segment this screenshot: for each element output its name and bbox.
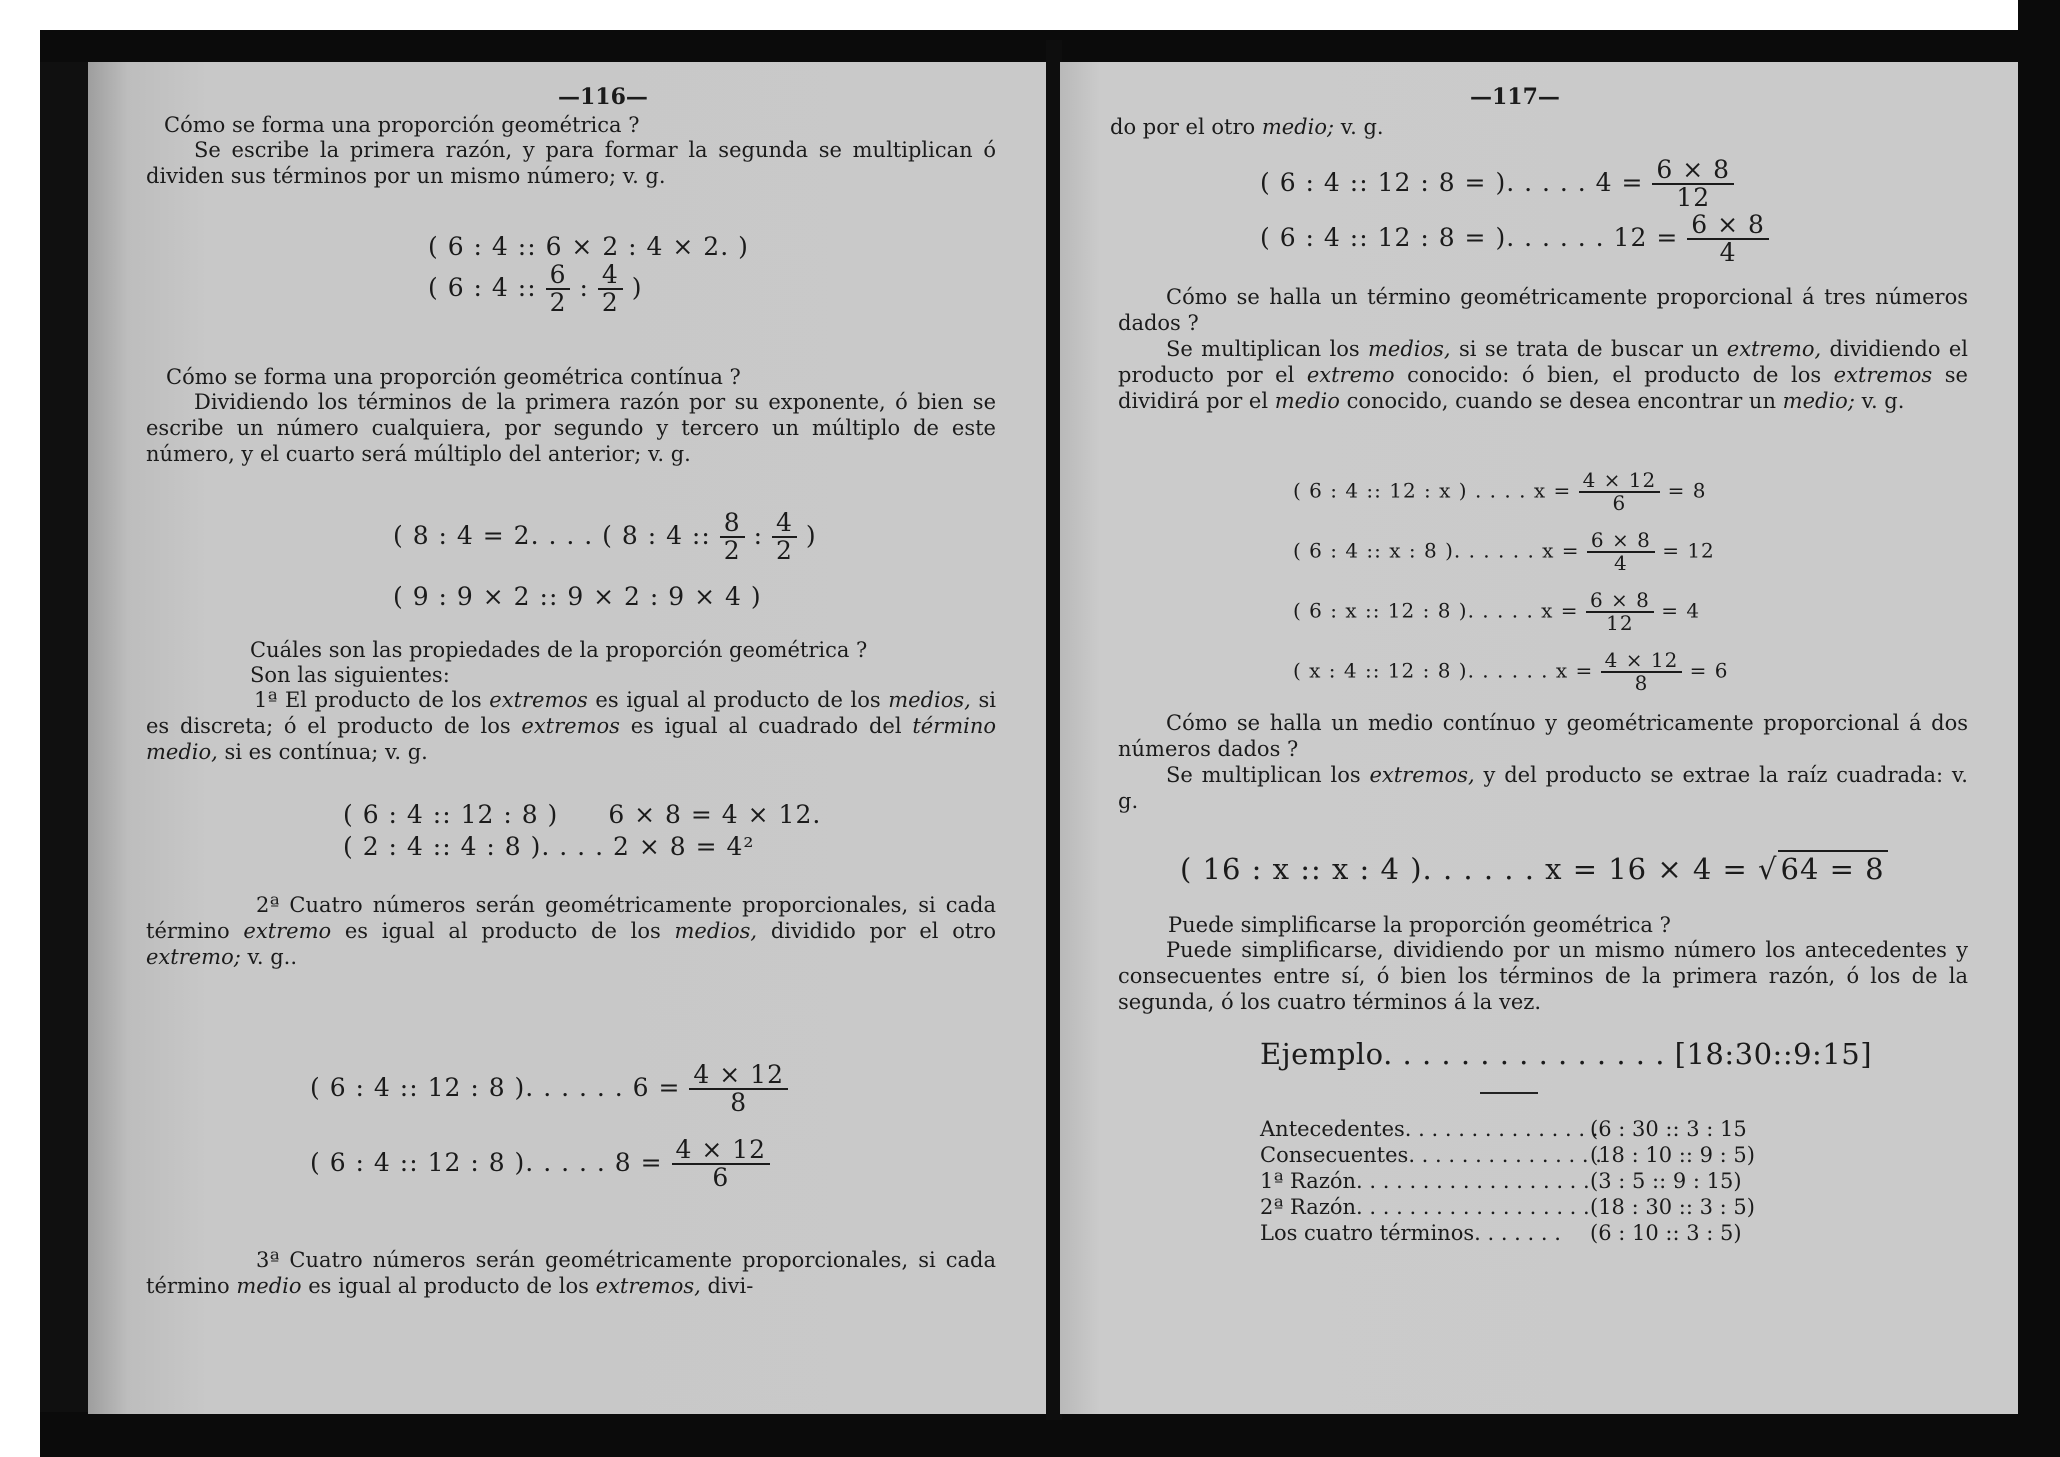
table-row: Consecuentes. . . . . . . . . . . . . . . (18 : 10 :: 9 : 5) (1260, 1143, 1755, 1167)
table-row: 1ª Razón. . . . . . . . . . . . . . . . . . (3 : 5 :: 9 : 15) (1260, 1169, 1742, 1193)
property-2: 2ª Cuatro números serán geométricamente proporcionales, si cada término extremo es igual al producto de los medios, dividido por el otro extremo; v. g.. (146, 893, 996, 969)
answer-4: Se multiplican los medios, si se trata de buscar un extremo, dividiendo el producto por el extremo conocido: ó bien, el producto de los extremos se dividirá por el medio conocido, cuando se desea encontrar un medio; v. g. (1118, 337, 1968, 413)
example-2-line-2: ( 9 : 9 × 2 :: 9 × 2 : 9 × 4 ) (393, 582, 762, 611)
left-page (88, 62, 1046, 1414)
scan-border-left (40, 62, 88, 1422)
example-3-line-2: ( 2 : 4 :: 4 : 8 ). . . . 2 × 8 = 4² (343, 832, 755, 861)
example-label: Ejemplo. . . . . . . . . . . . . . . [18:30::9:15] (1260, 1037, 1873, 1071)
question-4: Cómo se halla un término geométricamente proporcional á tres números dados ? (1118, 285, 1968, 335)
answer-6: Puede simplificarse, dividiendo por un mismo número los antecedentes y consecuentes entre sí, ó bien los términos de la primera razón, ó los de la segunda, ó los cuatro términos á la vez. (1118, 938, 1968, 1014)
property-3: 3ª Cuatro números serán geométricamente proporcionales, si cada término medio es igual al producto de los extremos, divi- (146, 1248, 996, 1298)
answer-2: Dividiendo los términos de la primera razón por su exponente, ó bien se escribe un número cualquiera, por segundo y tercero un múltiplo de este número, y el cuarto será múltiplo del anterior; v. g. (146, 390, 996, 466)
property-1: 1ª El producto de los extremos es igual al producto de los medios, si es discreta; ó el producto de los extremos es igual al cuadrado del término medio, si es contínua; v. g. (146, 688, 997, 764)
example-5-line-2: ( 6 : 4 :: 12 : 8 = ). . . . . . 12 = $\frac{6 \times 8}{4}$ (1260, 212, 1769, 267)
example-6-row-3: ( 6 : x :: 12 : 8 ). . . . . x = $\frac{6 \times 8}{12}$ = 4 (1293, 588, 1701, 635)
continuation-line: do por el otro medio; v. g. (1110, 115, 1384, 139)
example-4-line-1: ( 6 : 4 :: 12 : 8 ). . . . . . 6 = $\frac{4 \times 12}{8}$ (310, 1062, 788, 1117)
example-1-line-1: ( 6 : 4 :: 6 × 2 : 4 × 2. ) (428, 232, 749, 261)
right-page (1060, 62, 2018, 1414)
table-row: Antecedentes. . . . . . . . . . . . . . . (6 : 30 :: 3 : 15 (1260, 1117, 1747, 1141)
question-5: Cómo se halla un medio contínuo y geométricamente proporcional á dos números dados ? (1118, 711, 1968, 761)
example-2-line-1: ( 8 : 4 = 2. . . . ( 8 : 4 :: $\frac{8}{2}$ : $\frac{4}{2}$ ) (393, 508, 817, 566)
question-3: Cuáles son las propiedades de la proporción geométrica ? (250, 638, 868, 662)
question-1: Cómo se forma una proporción geométrica ? (164, 113, 640, 137)
example-4-line-2: ( 6 : 4 :: 12 : 8 ). . . . . 8 = $\frac{4 \times 12}{6}$ (310, 1137, 770, 1192)
example-3-line-1: ( 6 : 4 :: 12 : 8 ) 6 × 8 = 4 × 12. (343, 800, 822, 829)
example-6-row-1: ( 6 : 4 :: 12 : x ) . . . . x = $\frac{4 \times 12}{6}$ = 8 (1293, 468, 1707, 515)
example-6-row-2: ( 6 : 4 :: x : 8 ). . . . . . x = $\frac{6 \times 8}{4}$ = 12 (1293, 528, 1715, 575)
page-number: —117— (1470, 84, 1560, 110)
answer-3-intro: Son las siguientes: (250, 663, 450, 687)
table-row: 2ª Razón. . . . . . . . . . . . . . . . . . (18 : 30 :: 3 : 5) (1260, 1195, 1755, 1219)
answer-1: Se escribe la primera razón, y para formar la segunda se multiplican ó dividen sus términos por un mismo número; v. g. (146, 138, 996, 188)
table-row: Los cuatro términos. . . . . . . (6 : 10 :: 3 : 5) (1260, 1221, 1742, 1245)
example-6-row-4: ( x : 4 :: 12 : 8 ). . . . . . x = $\frac{4 \times 12}{8}$ = 6 (1293, 648, 1729, 695)
page-number: —116— (558, 84, 648, 110)
example-5-line-1: ( 6 : 4 :: 12 : 8 = ). . . . . 4 = $\frac{6 \times 8}{12}$ (1260, 157, 1734, 212)
scan-border-top (40, 30, 2020, 64)
question-6: Puede simplificarse la proporción geométrica ? (1168, 913, 1671, 937)
example-1-line-2: ( 6 : 4 :: $\frac{6}{2}$ : $\frac{4}{2}$ ) (428, 260, 643, 318)
answer-5: Se multiplican los extremos, y del producto se extrae la raíz cuadrada: v. g. (1118, 763, 1968, 813)
divider-rule (1480, 1092, 1538, 1094)
scan-border-right (2018, 0, 2060, 1457)
example-7: ( 16 : x :: x : 4 ). . . . . . x = 16 × 4 = √ 64 = 8 (1180, 852, 1888, 886)
question-2: Cómo se forma una proporción geométrica contínua ? (166, 365, 741, 389)
